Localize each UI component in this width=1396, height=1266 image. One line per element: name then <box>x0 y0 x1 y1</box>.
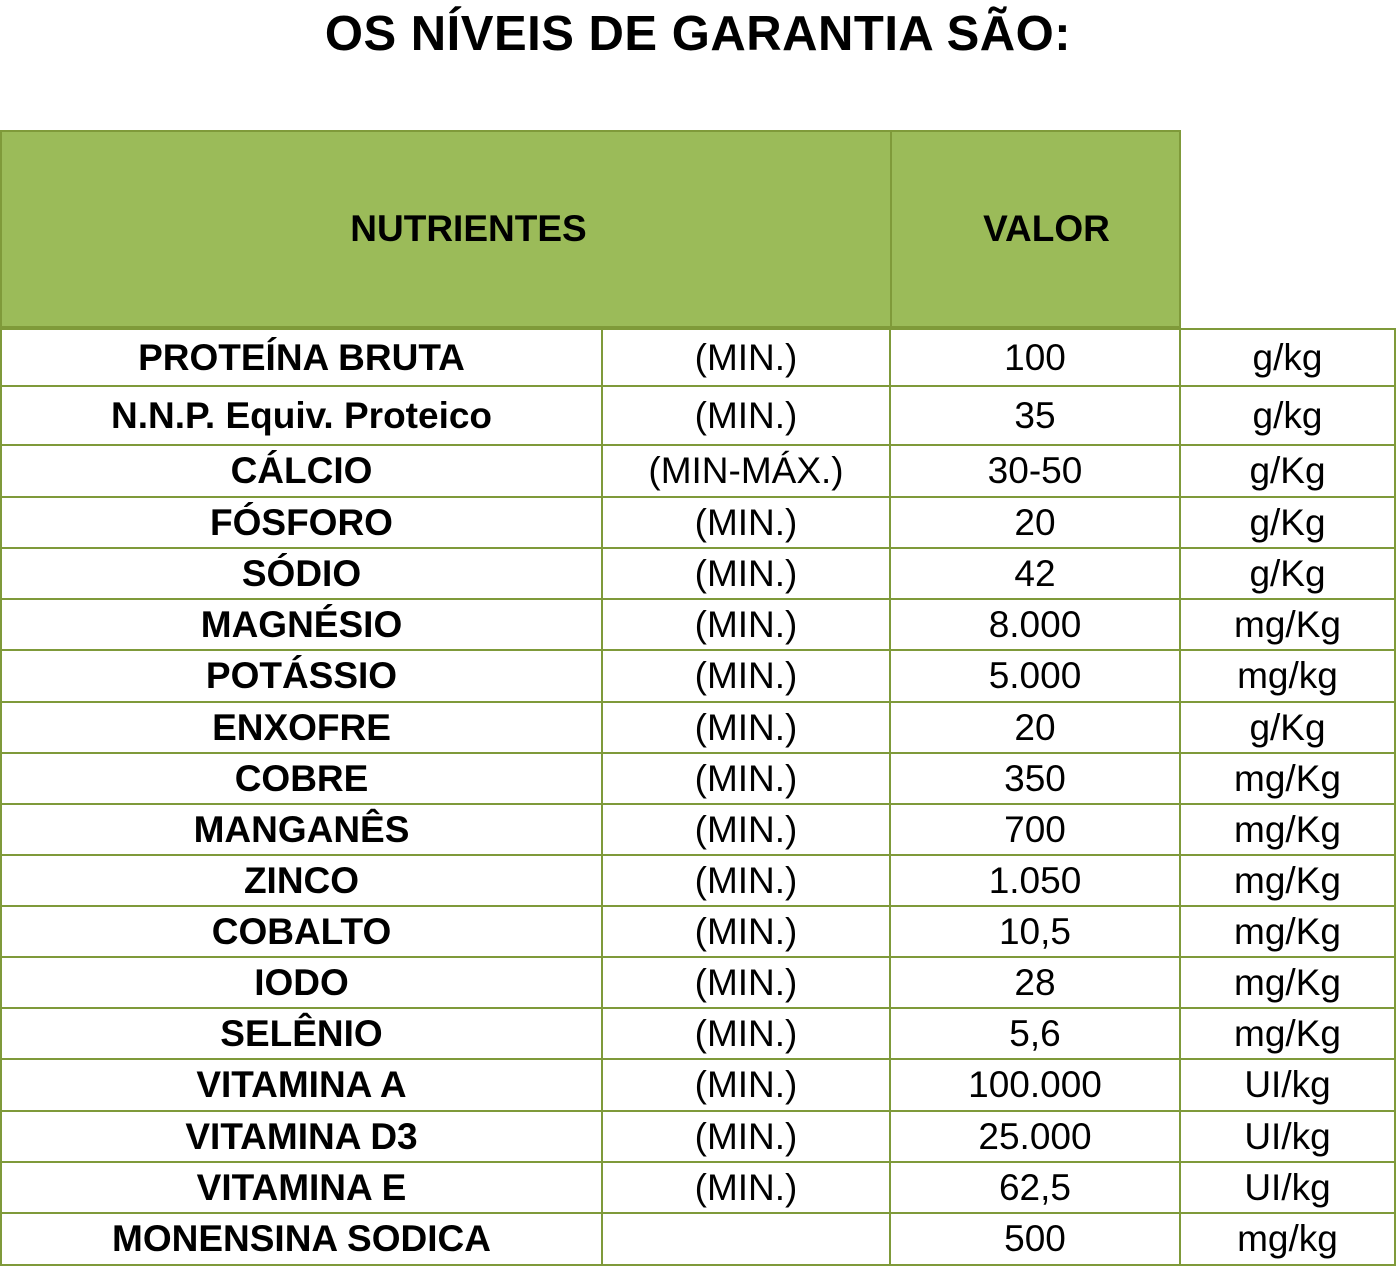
table-row <box>0 498 1396 549</box>
nutrient-value: 10,5 <box>891 907 1181 956</box>
nutrient-unit: UI/kg <box>1181 1112 1396 1161</box>
nutrient-spec: (MIN.) <box>603 856 891 905</box>
table-row <box>0 754 1396 805</box>
nutrient-value: 35 <box>891 387 1181 444</box>
nutrient-unit: mg/kg <box>1181 1214 1396 1264</box>
nutrient-name: VITAMINA E <box>0 1163 603 1212</box>
nutrient-spec: (MIN.) <box>603 600 891 649</box>
nutrient-spec: (MIN-MÁX.) <box>603 446 891 496</box>
nutrient-spec: (MIN.) <box>603 1112 891 1161</box>
nutrient-spec: (MIN.) <box>603 651 891 701</box>
table-row <box>0 549 1396 600</box>
nutrient-value: 1.050 <box>891 856 1181 905</box>
nutrient-name: N.N.P. Equiv. Proteico <box>0 387 603 444</box>
table-row <box>0 600 1396 651</box>
table-row <box>0 651 1396 703</box>
nutrient-unit: g/kg <box>1181 330 1396 385</box>
nutrient-name: VITAMINA D3 <box>0 1112 603 1161</box>
table-header-row <box>0 130 1396 328</box>
nutrient-spec: (MIN.) <box>603 387 891 444</box>
nutrient-spec: (MIN.) <box>603 958 891 1007</box>
nutrient-spec <box>603 1214 891 1264</box>
nutrient-value: 350 <box>891 754 1181 803</box>
header-nutrientes: NUTRIENTES <box>0 130 892 328</box>
nutrient-spec: (MIN.) <box>603 1009 891 1058</box>
nutrient-unit: mg/Kg <box>1181 805 1396 854</box>
nutrient-spec: (MIN.) <box>603 330 891 385</box>
nutrient-name: COBALTO <box>0 907 603 956</box>
nutrient-spec: (MIN.) <box>603 1163 891 1212</box>
nutrient-unit: g/kg <box>1181 387 1396 444</box>
header-valor: VALOR <box>890 130 1181 328</box>
nutrient-unit: mg/Kg <box>1181 1009 1396 1058</box>
nutrient-name: MAGNÉSIO <box>0 600 603 649</box>
nutrient-unit: g/Kg <box>1181 703 1396 752</box>
nutrient-name: POTÁSSIO <box>0 651 603 701</box>
table-row <box>0 387 1396 446</box>
nutrient-value: 25.000 <box>891 1112 1181 1161</box>
nutrient-unit: g/Kg <box>1181 498 1396 547</box>
nutrient-value: 700 <box>891 805 1181 854</box>
nutrient-name: SÓDIO <box>0 549 603 598</box>
nutrient-unit: g/Kg <box>1181 549 1396 598</box>
table-row <box>0 446 1396 498</box>
nutrient-name: ZINCO <box>0 856 603 905</box>
nutrient-value: 100 <box>891 330 1181 385</box>
nutrient-spec: (MIN.) <box>603 754 891 803</box>
nutrient-spec: (MIN.) <box>603 703 891 752</box>
table-row <box>0 1214 1396 1266</box>
nutrient-value: 30-50 <box>891 446 1181 496</box>
nutrient-unit: mg/Kg <box>1181 600 1396 649</box>
nutrient-spec: (MIN.) <box>603 1060 891 1110</box>
nutrient-value: 28 <box>891 958 1181 1007</box>
nutrient-unit: UI/kg <box>1181 1163 1396 1212</box>
nutrient-value: 20 <box>891 498 1181 547</box>
nutrient-value: 42 <box>891 549 1181 598</box>
nutrient-unit: mg/Kg <box>1181 907 1396 956</box>
table-row <box>0 805 1396 856</box>
page-title: OS NÍVEIS DE GARANTIA SÃO: <box>324 7 1072 61</box>
nutrient-name: COBRE <box>0 754 603 803</box>
nutrient-spec: (MIN.) <box>603 805 891 854</box>
table-row <box>0 703 1396 754</box>
nutrient-value: 20 <box>891 703 1181 752</box>
table-row <box>0 907 1396 958</box>
table-row <box>0 1009 1396 1060</box>
nutrient-name: MANGANÊS <box>0 805 603 854</box>
nutrient-value: 5.000 <box>891 651 1181 701</box>
nutrient-name: PROTEÍNA BRUTA <box>0 330 603 385</box>
nutrient-name: IODO <box>0 958 603 1007</box>
table-row <box>0 958 1396 1009</box>
nutrient-value: 500 <box>891 1214 1181 1264</box>
nutrient-name: ENXOFRE <box>0 703 603 752</box>
table-row <box>0 1163 1396 1214</box>
nutrient-unit: mg/Kg <box>1181 856 1396 905</box>
nutrient-unit: mg/Kg <box>1181 754 1396 803</box>
guarantee-levels-table <box>0 130 1396 1266</box>
table-body <box>0 328 1396 1266</box>
nutrient-unit: UI/kg <box>1181 1060 1396 1110</box>
nutrient-unit: mg/kg <box>1181 651 1396 701</box>
nutrient-value: 5,6 <box>891 1009 1181 1058</box>
nutrient-name: FÓSFORO <box>0 498 603 547</box>
nutrient-spec: (MIN.) <box>603 498 891 547</box>
nutrient-value: 8.000 <box>891 600 1181 649</box>
table-row <box>0 1112 1396 1163</box>
nutrient-name: SELÊNIO <box>0 1009 603 1058</box>
nutrient-value: 62,5 <box>891 1163 1181 1212</box>
nutrient-name: VITAMINA A <box>0 1060 603 1110</box>
nutrient-spec: (MIN.) <box>603 549 891 598</box>
nutrient-unit: mg/Kg <box>1181 958 1396 1007</box>
table-row <box>0 856 1396 907</box>
nutrient-spec: (MIN.) <box>603 907 891 956</box>
table-row <box>0 1060 1396 1112</box>
nutrient-name: MONENSINA SODICA <box>0 1214 603 1264</box>
table-row <box>0 328 1396 387</box>
nutrient-value: 100.000 <box>891 1060 1181 1110</box>
nutrient-unit: g/Kg <box>1181 446 1396 496</box>
nutrient-name: CÁLCIO <box>0 446 603 496</box>
